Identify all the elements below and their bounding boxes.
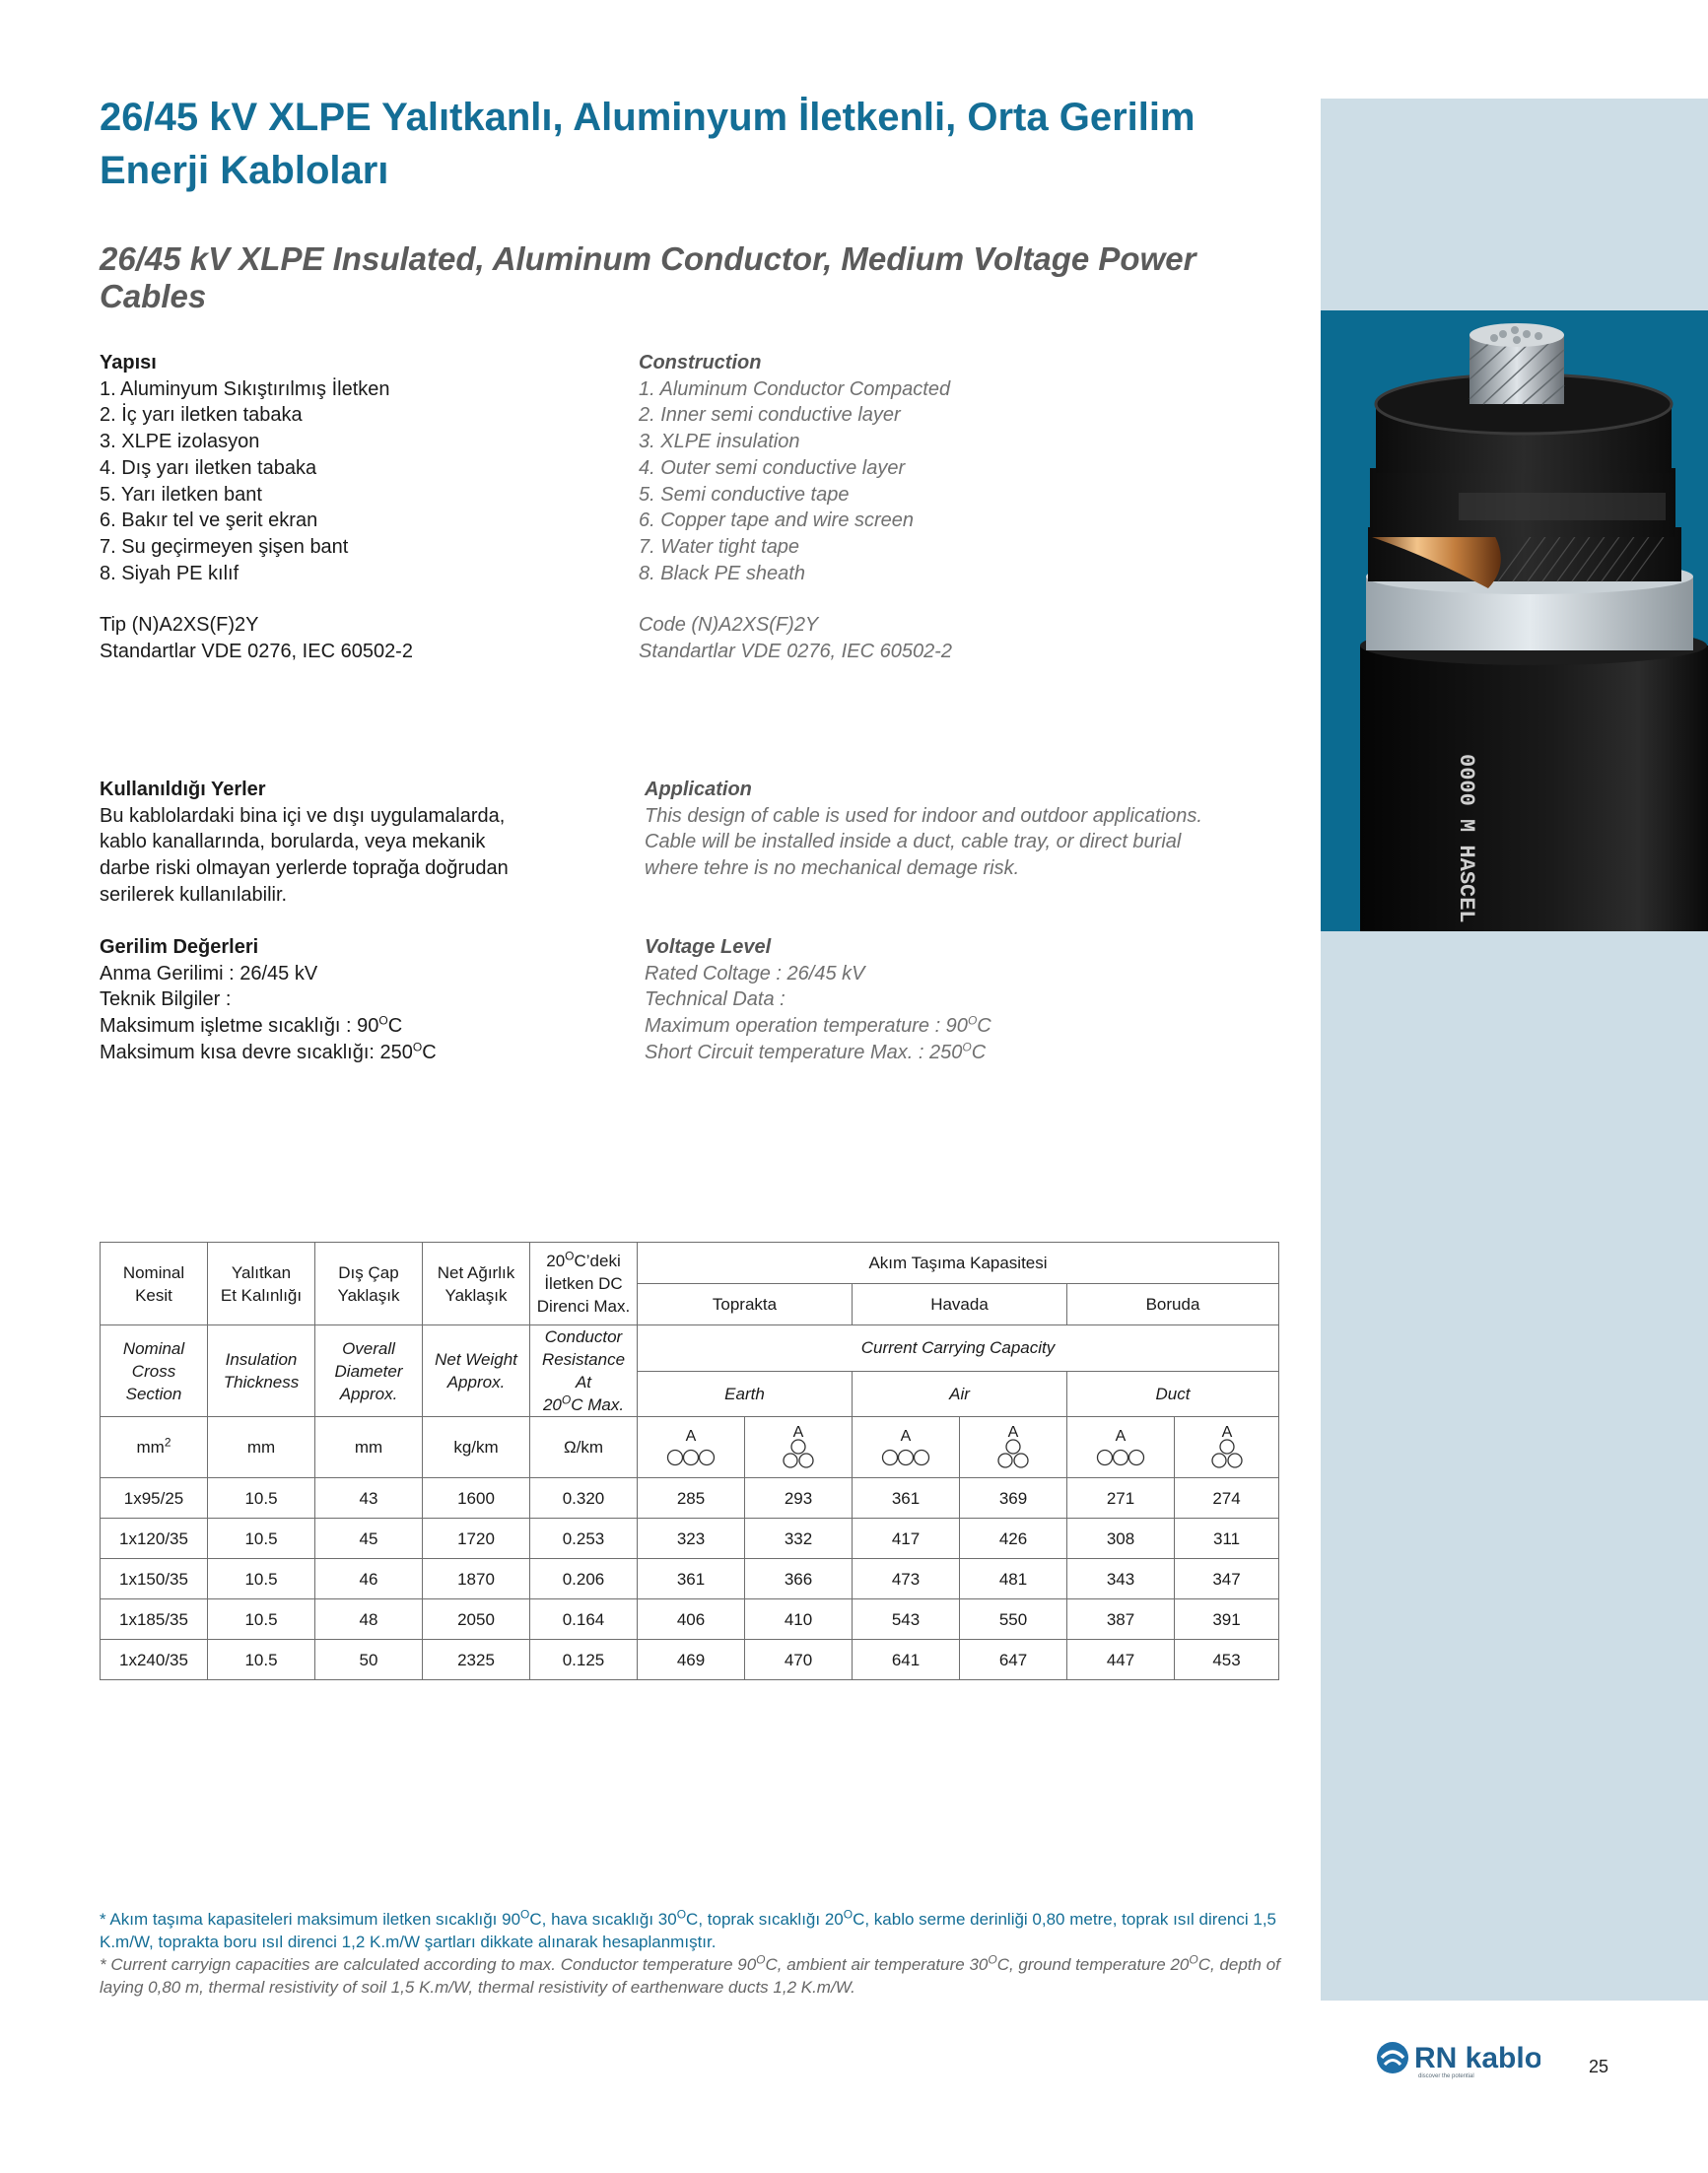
units-row [101,1417,1279,1478]
logo-mark-icon [1377,2042,1408,2073]
table-cell: 2325 [423,1640,530,1680]
spec-table-body [101,1478,1279,1680]
list-item: 7. Water tight tape [639,535,800,558]
unit-weight: kg/km [423,1417,530,1478]
application-en-heading: Application [645,779,752,800]
list-item: 1. Aluminum Conductor Compacted [639,377,951,400]
table-row [101,1478,1279,1519]
logo-text: RN kablo [1414,2042,1540,2074]
flat-formation-icon [638,1417,745,1478]
header-diameter-tr: Dış Çap Yaklaşık [315,1243,423,1325]
table-cell: 453 [1175,1640,1279,1680]
table-cell: 1x120/35 [101,1519,208,1559]
table-cell: 311 [1175,1519,1279,1559]
list-item: 3. XLPE izolasyon [100,431,260,453]
table-cell: 308 [1067,1519,1175,1559]
table-cell: 0.125 [530,1640,638,1680]
page-title-turkish: 26/45 kV XLPE Yalıtkanlı, Aluminyum İletkenli, Orta Gerilim Enerji Kabloları [100,96,1196,192]
table-cell: 366 [745,1559,853,1599]
table-cell: 470 [745,1640,853,1680]
text-line: kablo kanallarında, borularda, veya mekanik [100,831,486,853]
header-weight-tr: Net Ağırlık Yaklaşık [423,1243,530,1325]
text-line: serilerek kullanılabilir. [100,883,288,906]
table-cell: 1x240/35 [101,1640,208,1680]
table-cell: 641 [853,1640,960,1680]
list-item: 5. Yarı iletken bant [100,483,262,506]
list-item: 1. Aluminyum Sıkıştırılmış İletken [100,377,390,400]
header-resistance-tr: $20^OC’deki$ İletken DC Direnci Max. [530,1243,638,1325]
table-cell: 343 [1067,1559,1175,1599]
list-item: 8. Siyah PE kılıf [100,562,239,584]
list-item: 7. Su geçirmeyen şişen bant [100,535,349,558]
table-cell: 387 [1067,1599,1175,1640]
list-item: 4. Outer semi conductive layer [639,456,906,479]
header-insulation-tr: Yalıtkan Et Kalınlığı [208,1243,315,1325]
construction-tr-list [100,376,612,587]
short-temp-tr: Maksimum kısa devre sıcaklığı: $250^OC$ [100,1040,437,1063]
header-nominal-tr: Nominal Kesit [101,1243,208,1325]
cable-photo [1321,310,1708,931]
header-insulation-en: Insulation Thickness [208,1325,315,1417]
logo-tagline: discover the potential [1418,2073,1474,2079]
unit-insulation: mm [208,1417,315,1478]
table-cell: 10.5 [208,1640,315,1680]
table-cell: 10.5 [208,1519,315,1559]
table-cell: 0.253 [530,1519,638,1559]
voltage-tr-heading: Gerilim Değerleri [100,936,259,958]
header-air-tr: Havada [853,1284,1067,1325]
standards-tr: Standartlar VDE 0276, IEC 60502-2 [100,641,413,663]
list-item: 4. Dış yarı iletken tabaka [100,456,317,479]
table-cell: 1600 [423,1478,530,1519]
table-row [101,1640,1279,1680]
table-cell: 347 [1175,1559,1279,1599]
table-cell: 647 [960,1640,1067,1680]
header-capacity-en: Current Carrying Capacity [638,1325,1279,1372]
type-code-tr: Tip (N)A2XS(F)2Y [100,614,259,637]
table-row [101,1559,1279,1599]
cable-print-text: 0000 M HASCEL [1454,754,1478,923]
construction-en-heading: Construction [639,352,762,373]
application-tr-heading: Kullanıldığı Yerler [100,779,266,800]
text-line: where tehre is no mechanical demage risk. [645,857,1020,880]
table-cell: 469 [638,1640,745,1680]
table-cell: 48 [315,1599,423,1640]
table-cell: 271 [1067,1478,1175,1519]
table-cell: 1870 [423,1559,530,1599]
table-cell: 46 [315,1559,423,1599]
table-cell: 406 [638,1599,745,1640]
table-cell: 1x95/25 [101,1478,208,1519]
spec-table [100,1242,1279,1680]
construction-en-list [639,376,1230,587]
table-cell: 293 [745,1478,853,1519]
table-cell: 2050 [423,1599,530,1640]
table-cell: 447 [1067,1640,1175,1680]
table-cell: 50 [315,1640,423,1680]
table-cell: 332 [745,1519,853,1559]
table-cell: 10.5 [208,1478,315,1519]
header-resistance-en: Conductor Resistance At $20^OC$ Max. [530,1325,638,1417]
header-earth-tr: Toprakta [638,1284,853,1325]
text-line: darbe riski olmayan yerlerde toprağa doğrudan [100,857,509,880]
table-cell: 391 [1175,1599,1279,1640]
table-cell: 1720 [423,1519,530,1559]
construction-tr-heading: Yapısı [100,352,157,373]
table-cell: 473 [853,1559,960,1599]
short-temp-en: Short Circuit temperature Max. : $250^OC$ [645,1040,987,1063]
header-air-en: Air [853,1371,1067,1417]
list-item: 2. İç yarı iletken tabaka [100,404,303,427]
table-cell: 0.206 [530,1559,638,1599]
page-number: 25 [1589,2057,1609,2076]
trefoil-formation-icon [745,1417,853,1478]
unit-resistance: Ω/km [530,1417,638,1478]
table-cell: 543 [853,1599,960,1640]
table-cell: 1x185/35 [101,1599,208,1640]
table-cell: 481 [960,1559,1067,1599]
page-title-english: 26/45 kV XLPE Insulated, Aluminum Conductor, Medium Voltage Power Cables [100,240,1196,314]
list-item: 2. Inner semi conductive layer [639,404,901,427]
footnote-turkish: * Akım taşıma kapasiteleri maksimum iletken sıcaklığı $90^OC$, hava sıcaklığı $30^OC$, toprak sıcaklığı $20^OC$, kablo serme derinliği 0,80 metre, toprak ısıl direnci 1,5 K.m/W, toprakta boru ısıl direnci 1,2 K.m/W şartları dikkate alınarak hesaplanmıştır. [100,1907,1276,1951]
construction-tr-section [100,350,612,665]
ampere-label: A [685,1427,697,1445]
voltage-en-heading: Voltage Level [645,936,772,958]
rated-voltage-en: Rated Coltage : 26/45 kV [645,962,865,985]
table-cell: 0.164 [530,1599,638,1640]
list-item: 6. Bakır tel ve şerit ekran [100,509,318,532]
max-temp-en: Maximum operation temperature : $90^OC$ [645,1013,991,1038]
ampere-label: A [1007,1423,1019,1441]
table-cell: 417 [853,1519,960,1559]
text-line: Cable will be installed inside a duct, cable tray, or direct burial [645,831,1182,853]
rated-voltage-tr: Anma Gerilimi : 26/45 kV [100,962,318,985]
table-cell: 369 [960,1478,1067,1519]
table-cell: 1x150/35 [101,1559,208,1599]
table-cell: 43 [315,1478,423,1519]
table-cell: 10.5 [208,1599,315,1640]
header-diameter-en: Overall Diameter Approx. [315,1325,423,1417]
table-cell: 361 [638,1559,745,1599]
technical-label-tr: Teknik Bilgiler : [100,988,232,1011]
text-line: Bu kablolardaki bina içi ve dışı uygulamalarda, [100,804,506,827]
table-cell: 285 [638,1478,745,1519]
header-earth-en: Earth [638,1371,853,1417]
list-item: 5. Semi conductive tape [639,483,850,506]
rn-kablo-logo [1373,2038,1540,2079]
header-capacity-tr: Akım Taşıma Kapasitesi [638,1243,1279,1284]
flat-formation-icon [853,1417,960,1478]
voltage-en-section [645,934,1275,1066]
unit-diameter: mm [315,1417,423,1478]
table-cell: 45 [315,1519,423,1559]
flat-formation-icon [1067,1417,1175,1478]
voltage-tr-section [100,934,632,1066]
trefoil-formation-icon [1175,1417,1279,1478]
standards-en: Standartlar VDE 0276, IEC 60502-2 [639,641,952,663]
list-item: 3. XLPE insulation [639,431,800,453]
table-cell: 274 [1175,1478,1279,1519]
list-item: 6. Copper tape and wire screen [639,509,915,532]
ampere-label: A [900,1427,912,1445]
table-cell: 410 [745,1599,853,1640]
technical-label-en: Technical Data : [645,988,786,1011]
construction-en-section [639,350,1230,665]
header-duct-en: Duct [1067,1371,1279,1417]
type-code-en: Code (N)A2XS(F)2Y [639,614,819,637]
table-row [101,1599,1279,1640]
header-weight-en: Net Weight Approx. [423,1325,530,1417]
ampere-label: A [792,1423,804,1441]
table-cell: 323 [638,1519,745,1559]
max-temp-tr: Maksimum işletme sıcaklığı : $90^OC$ [100,1013,403,1038]
footnotes [100,1908,1282,1999]
footnote-english: * Current carryign capacities are calculated according to max. Conductor temperature $90^OC$, ambient air temperature $30^OC$, ground temperature $20^OC$, depth of laying 0,80 m, thermal resistivity of soil 1,5 K.m/W, thermal resistivity of earthenware ducts 1,2 K.m/W. [100,1952,1280,1997]
table-cell: 10.5 [208,1559,315,1599]
text-line: This design of cable is used for indoor and outdoor applications. [645,804,1202,827]
ampere-label: A [1221,1423,1232,1441]
application-en-section [645,777,1275,882]
table-row [101,1519,1279,1559]
header-duct-tr: Boruda [1067,1284,1279,1325]
table-cell: 361 [853,1478,960,1519]
unit-nominal: $mm^2$ [101,1417,208,1478]
list-item: 8. Black PE sheath [639,562,805,584]
header-nominal-en: Nominal Cross Section [101,1325,208,1417]
application-tr-section [100,777,632,909]
table-cell: 0.320 [530,1478,638,1519]
ampere-label: A [1115,1427,1127,1445]
cable-illustration [1321,310,1708,931]
table-cell: 550 [960,1599,1067,1640]
trefoil-formation-icon [960,1417,1067,1478]
table-cell: 426 [960,1519,1067,1559]
